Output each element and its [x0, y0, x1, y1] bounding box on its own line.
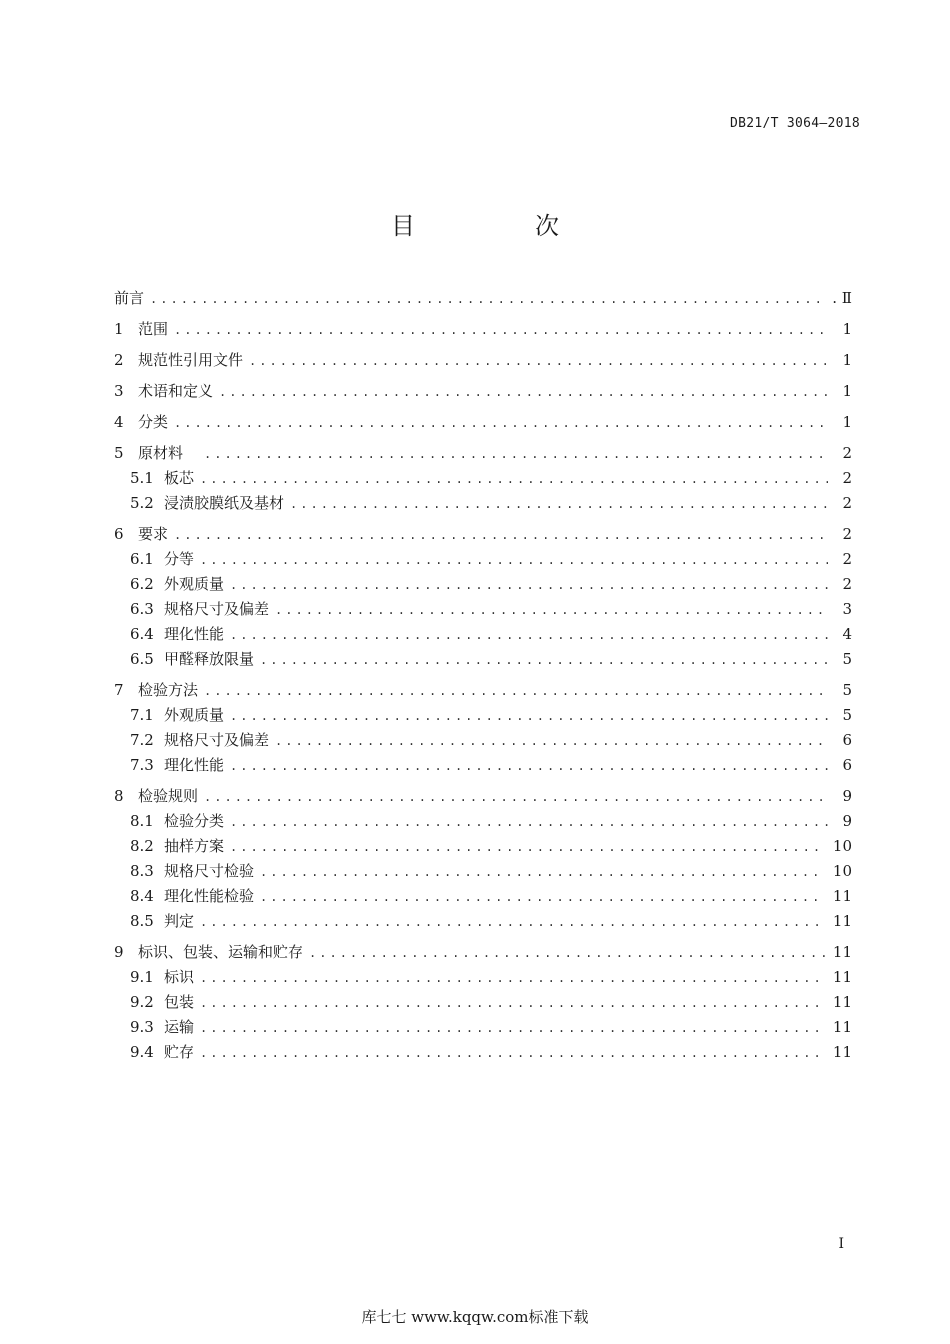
toc-entry[interactable]: [114, 834, 852, 859]
toc-entry-number: 5.2: [130, 494, 154, 512]
toc-entry[interactable]: [114, 441, 852, 466]
toc-leader-dots: [260, 885, 825, 910]
toc-entry-title: 分等: [164, 550, 195, 568]
toc-leader-dots: [309, 941, 825, 966]
toc-entry[interactable]: [114, 809, 852, 834]
toc-entry-page: 11: [832, 1018, 852, 1036]
toc-entry[interactable]: [114, 884, 852, 909]
toc-entry-page: 5: [842, 681, 852, 699]
toc-entry-number: 9.3: [130, 1018, 154, 1036]
toc-leader-dots: [230, 810, 828, 835]
toc-entry-number: 5.1: [130, 469, 154, 487]
toc-entry-title: 判定: [164, 912, 195, 930]
toc-entry[interactable]: [114, 940, 852, 965]
toc-entry-page: 1: [842, 382, 852, 400]
toc-entry-page: . Ⅱ: [832, 289, 852, 307]
toc-entry-page: 9: [842, 787, 852, 805]
toc-entry-title: 检验分类: [164, 812, 225, 830]
toc-leader-dots: [150, 287, 824, 312]
toc-entry[interactable]: [114, 547, 852, 572]
toc-entry-page: 3: [842, 600, 852, 618]
toc-entry-number: 6.3: [130, 600, 154, 618]
toc-entry-title: 标识、包装、运输和贮存: [138, 943, 304, 961]
footer-watermark: 库七七 www.kqqw.com标准下载: [361, 1308, 589, 1326]
toc-entry-number: 7: [114, 681, 124, 699]
toc-entry-number: 2: [114, 351, 124, 369]
toc-leader-dots: [200, 1016, 825, 1041]
toc-entry[interactable]: [114, 647, 852, 672]
toc-entry-title: 规格尺寸及偏差: [164, 600, 270, 618]
toc-leader-dots: [275, 598, 828, 623]
toc-entry-page: 11: [832, 943, 852, 961]
toc-entry-page: 11: [832, 993, 852, 1011]
toc-entry-title: 分类: [138, 413, 169, 431]
toc-entry[interactable]: [114, 522, 852, 547]
page-number: I: [838, 1236, 844, 1252]
toc-entry-title: 浸渍胶膜纸及基材: [164, 494, 285, 512]
toc-entry-title: 前言: [114, 289, 145, 307]
toc-entry-number: 6.1: [130, 550, 154, 568]
toc-entry-title: 要求: [138, 525, 169, 543]
toc-leader-dots: [200, 1041, 825, 1066]
toc-entry-title: 外观质量: [164, 706, 225, 724]
toc-entry-title: 检验规则: [138, 787, 199, 805]
toc-entry-page: 5: [842, 650, 852, 668]
toc-entry[interactable]: [114, 491, 852, 516]
toc-entry-number: 8.1: [130, 812, 154, 830]
toc-leader-dots: [230, 573, 828, 598]
toc-title: 目 次: [391, 212, 607, 240]
toc-entry-title: 规格尺寸及偏差: [164, 731, 270, 749]
toc-entry[interactable]: [114, 572, 852, 597]
toc-leader-dots: [174, 523, 828, 548]
toc-entry-page: 1: [842, 320, 852, 338]
toc-entry-title: 原材料: [138, 444, 199, 462]
toc-entry-title: 理化性能: [164, 625, 225, 643]
toc-entry[interactable]: [114, 622, 852, 647]
toc-entry-number: 4: [114, 413, 124, 431]
toc-entry-page: 11: [832, 912, 852, 930]
toc-leader-dots: [204, 785, 828, 810]
toc-entry-number: 3: [114, 382, 124, 400]
toc-entry-page: 6: [842, 756, 852, 774]
toc-entry-title: 规格尺寸检验: [164, 862, 255, 880]
toc-leader-dots: [200, 966, 825, 991]
toc-entry-title: 包装: [164, 993, 195, 1011]
toc-entry-page: 11: [832, 968, 852, 986]
toc-leader-dots: [230, 623, 828, 648]
toc-leader-dots: [200, 910, 825, 935]
toc-leader-dots: [219, 380, 828, 405]
toc-entry[interactable]: [114, 753, 852, 778]
toc-entry-title: 外观质量: [164, 575, 225, 593]
toc-entry-number: 9.4: [130, 1043, 154, 1061]
toc-entry-title: 抽样方案: [164, 837, 225, 855]
toc-leader-dots: [260, 648, 828, 673]
toc-entry[interactable]: [114, 784, 852, 809]
toc-entry-page: 1: [842, 351, 852, 369]
toc-entry-page: 11: [832, 887, 852, 905]
standard-code: DB21/T 3064—2018: [729, 116, 860, 131]
toc-entry-page: 1: [842, 413, 852, 431]
toc-entry-page: 4: [842, 625, 852, 643]
toc-entry-title: 标识: [164, 968, 195, 986]
toc-entry-page: 2: [842, 494, 852, 512]
toc-entry[interactable]: [114, 1015, 852, 1040]
toc-entry[interactable]: [114, 286, 852, 311]
toc-entry-title: 理化性能检验: [164, 887, 255, 905]
table-of-contents: [114, 286, 852, 1065]
toc-entry-number: 8: [114, 787, 124, 805]
toc-entry-number: 9.1: [130, 968, 154, 986]
toc-leader-dots: [230, 835, 825, 860]
toc-leader-dots: [230, 754, 828, 779]
toc-entry[interactable]: [114, 348, 852, 373]
toc-entry[interactable]: [114, 859, 852, 884]
toc-leader-dots: [200, 467, 828, 492]
toc-entry-page: 2: [842, 444, 852, 462]
toc-entry[interactable]: [114, 317, 852, 342]
toc-entry[interactable]: [114, 1040, 852, 1065]
toc-entry-number: 8.4: [130, 887, 154, 905]
toc-entry-page: 11: [832, 1043, 852, 1061]
toc-entry-number: 7.1: [130, 706, 154, 724]
toc-entry-number: 7.3: [130, 756, 154, 774]
toc-entry[interactable]: [114, 703, 852, 728]
toc-entry-page: 5: [842, 706, 852, 724]
toc-entry-title: 甲醛释放限量: [164, 650, 255, 668]
toc-entry-page: 2: [842, 550, 852, 568]
toc-leader-dots: [174, 318, 828, 343]
toc-entry[interactable]: [114, 597, 852, 622]
toc-entry-number: 9.2: [130, 993, 154, 1011]
toc-entry[interactable]: [114, 466, 852, 491]
toc-entry[interactable]: [114, 410, 852, 435]
toc-entry-page: 2: [842, 525, 852, 543]
toc-entry[interactable]: [114, 909, 852, 934]
toc-entry-page: 6: [842, 731, 852, 749]
toc-leader-dots: [230, 704, 828, 729]
toc-entry-title: 范围: [138, 320, 169, 338]
toc-leader-dots: [290, 492, 828, 517]
toc-leader-dots: [204, 679, 828, 704]
toc-entry-number: 7.2: [130, 731, 154, 749]
toc-entry-number: 6.2: [130, 575, 154, 593]
toc-leader-dots: [204, 442, 828, 467]
toc-leader-dots: [200, 548, 828, 573]
toc-leader-dots: [275, 729, 828, 754]
toc-entry-title: 规范性引用文件: [138, 351, 244, 369]
toc-entry-page: 2: [842, 469, 852, 487]
toc-entry-title: 术语和定义: [138, 382, 214, 400]
toc-entry-page: 2: [842, 575, 852, 593]
toc-entry-title: 运输: [164, 1018, 195, 1036]
toc-entry[interactable]: [114, 990, 852, 1015]
toc-entry[interactable]: [114, 678, 852, 703]
toc-entry-number: 8.3: [130, 862, 154, 880]
toc-entry-title: 理化性能: [164, 756, 225, 774]
toc-entry-number: 1: [114, 320, 124, 338]
toc-entry-number: 8.5: [130, 912, 154, 930]
toc-leader-dots: [249, 349, 828, 374]
toc-leader-dots: [174, 411, 828, 436]
toc-entry-page: 9: [842, 812, 852, 830]
toc-entry-page: 10: [832, 862, 852, 880]
toc-entry[interactable]: [114, 728, 852, 753]
toc-entry-number: 6.5: [130, 650, 154, 668]
toc-entry[interactable]: [114, 965, 852, 990]
toc-entry-number: 6.4: [130, 625, 154, 643]
toc-entry[interactable]: [114, 379, 852, 404]
toc-entry-title: 板芯: [164, 469, 195, 487]
toc-entry-title: 贮存: [164, 1043, 195, 1061]
toc-entry-number: 9: [114, 943, 124, 961]
toc-entry-number: 5: [114, 444, 124, 462]
toc-entry-title: 检验方法: [138, 681, 199, 699]
toc-entry-number: 8.2: [130, 837, 154, 855]
toc-leader-dots: [200, 991, 825, 1016]
toc-leader-dots: [260, 860, 825, 885]
toc-entry-number: 6: [114, 525, 124, 543]
toc-entry-page: 10: [832, 837, 852, 855]
